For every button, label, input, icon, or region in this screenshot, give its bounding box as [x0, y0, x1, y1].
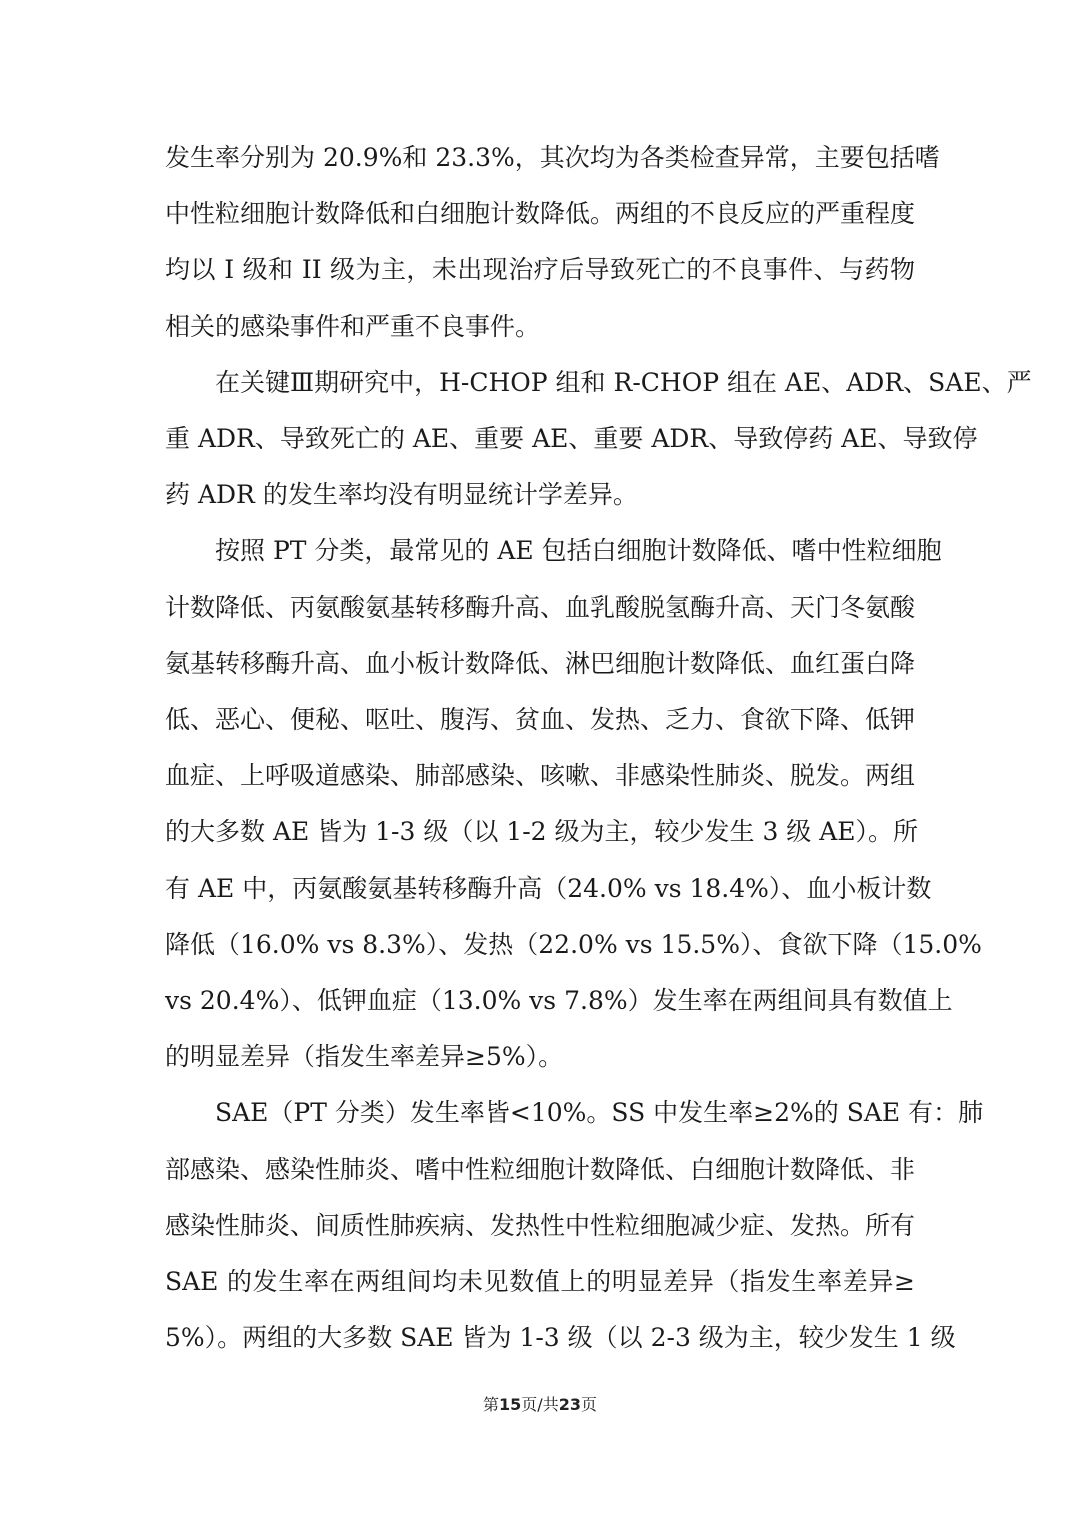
- paragraph-line: 感染性肺炎、间质性肺疾病、发热性中性粒细胞减少症、发热。所有: [165, 1210, 916, 1240]
- paragraph-line: 发生率分别为 20.9%和 23.3%，其次均为各类检查异常，主要包括嗜: [165, 143, 940, 172]
- paragraph-line: 药 ADR 的发生率均没有明显统计学差异。: [165, 480, 638, 510]
- paragraph-line: 低、恶心、便秘、呕吐、腹泻、贫血、发热、乏力、食欲下降、低钾: [165, 705, 916, 734]
- paragraph-line: 5%）。两组的大多数 SAE 皆为 1-3 级（以 2-3 级为主，较少发生 1 级: [165, 1323, 956, 1353]
- paragraph-line: 的大多数 AE 皆为 1-3 级（以 1-2 级为主，较少发生 3 级 AE）。所: [165, 817, 919, 847]
- paragraph-line: 在关键Ⅲ期研究中，H-CHOP 组和 R-CHOP 组在 AE、ADR、SAE、严: [215, 367, 1032, 397]
- paragraph-line: 氨基转移酶升高、血小板计数降低、淋巴细胞计数降低、血红蛋白降: [165, 648, 916, 678]
- paragraph-line: 按照 PT 分类，最常见的 AE 包括白细胞计数降低、嗜中性粒细胞: [215, 536, 942, 566]
- paragraph-line: 血症、上呼吸道感染、肺部感染、咳嗽、非感染性肺炎、脱发。两组: [165, 761, 916, 791]
- paragraph-line: 重 ADR、导致死亡的 AE、重要 AE、重要 ADR、导致停药 AE、导致停: [165, 424, 978, 453]
- paragraph-line: 计数降低、丙氨酸氨基转移酶升高、血乳酸脱氢酶升高、天门冬氨酸: [165, 592, 916, 622]
- footer-middle: 页/共: [521, 1395, 559, 1414]
- total-page-count: 23: [558, 1395, 581, 1414]
- paragraph-line: vs 20.4%）、低钾血症（13.0% vs 7.8%）发生率在两组间具有数值上: [165, 986, 953, 1015]
- paragraph-line: 相关的感染事件和严重不良事件。: [165, 311, 541, 341]
- footer-suffix: 页: [580, 1395, 597, 1414]
- paragraph-line: 降低（16.0% vs 8.3%）、发热（22.0% vs 15.5%）、食欲下降（15.0%: [165, 929, 982, 959]
- page-footer: [0, 1393, 1080, 1417]
- paragraph-line: SAE（PT 分类）发生率皆<10%。SS 中发生率≥2%的 SAE 有：肺: [215, 1098, 984, 1128]
- footer-prefix: 第: [483, 1395, 500, 1414]
- paragraph-line: 的明显差异（指发生率差异≥5%）。: [165, 1042, 564, 1072]
- paragraph-line: 中性粒细胞计数降低和白细胞计数降低。两组的不良反应的严重程度: [165, 199, 916, 229]
- paragraph-line: 均以 I 级和 II 级为主，未出现治疗后导致死亡的不良事件、与药物: [165, 255, 915, 285]
- current-page-number: 15: [499, 1395, 522, 1414]
- paragraph-line: 部感染、感染性肺炎、嗜中性粒细胞计数降低、白细胞计数降低、非: [165, 1154, 916, 1184]
- paragraph-line: SAE 的发生率在两组间均未见数值上的明显差异（指发生率差异≥: [165, 1267, 915, 1296]
- paragraph-line: 有 AE 中，丙氨酸氨基转移酶升高（24.0% vs 18.4%）、血小板计数: [165, 873, 932, 903]
